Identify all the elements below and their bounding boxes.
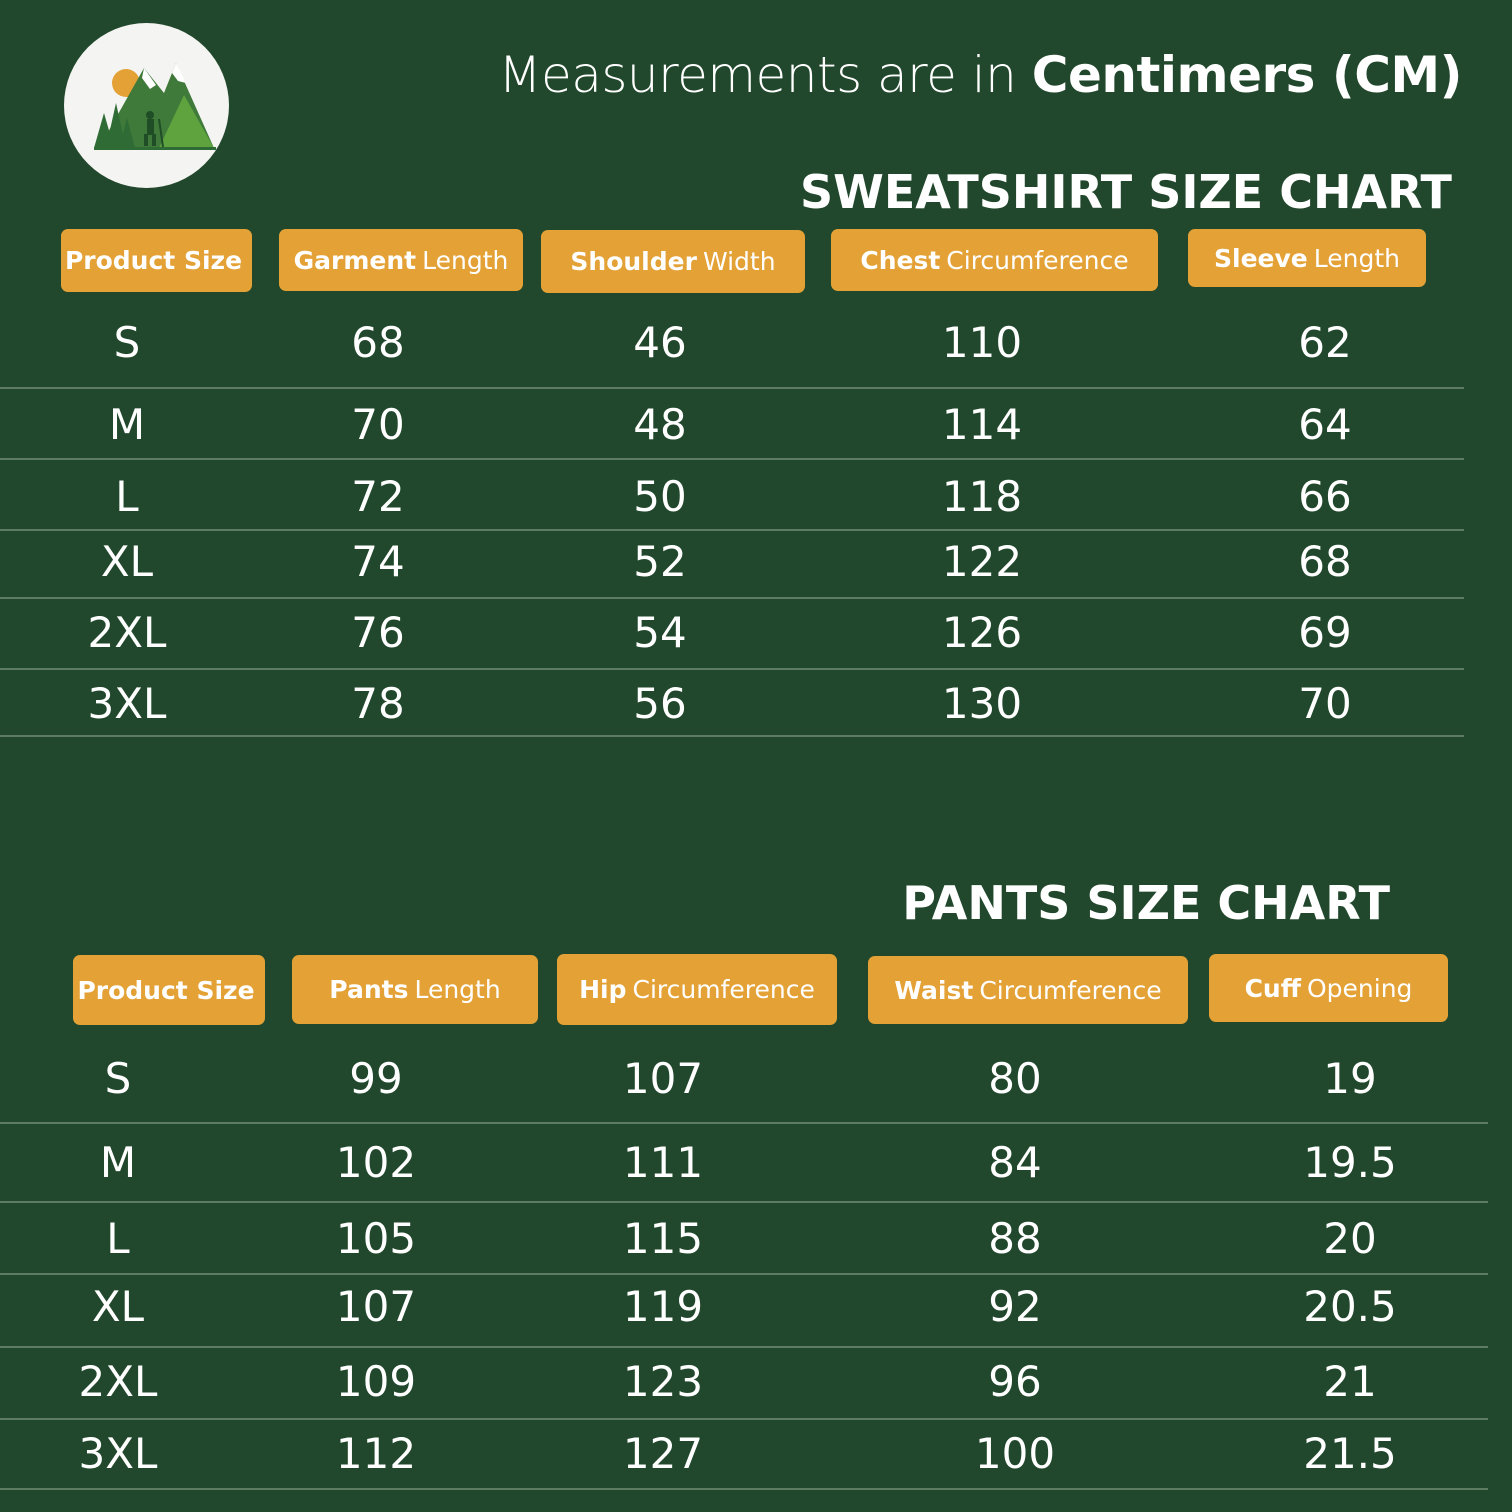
sweatshirt-header-product-size: [61, 229, 252, 292]
measurement-cell: 66: [1298, 472, 1352, 521]
sweatshirt-header-chest-circumference: [831, 229, 1158, 291]
size-label-cell: S: [104, 1054, 132, 1103]
row-divider: [0, 1418, 1488, 1420]
measurement-cell: 123: [622, 1357, 704, 1406]
headline-prefix: Measurements are in: [498, 46, 1032, 104]
header-bold: Pants: [329, 975, 409, 1004]
measurement-cell: 21: [1323, 1357, 1377, 1406]
sweatshirt-header-sleeve-length: [1188, 229, 1426, 287]
pants-header-cuff-opening: [1209, 954, 1448, 1022]
measurement-cell: 100: [974, 1429, 1056, 1478]
header-bold: Cuff: [1244, 973, 1301, 1003]
measurement-cell: 64: [1298, 400, 1352, 449]
sweatshirt-title: SWEATSHIRT SIZE CHART: [800, 165, 1452, 219]
row-divider: [0, 1346, 1488, 1348]
brand-logo: [64, 23, 229, 188]
size-label-cell: XL: [100, 537, 154, 586]
size-label-cell: 3XL: [87, 679, 167, 728]
sweatshirt-header-garment-length: [279, 229, 523, 291]
measurement-cell: 70: [351, 400, 405, 449]
mountain-hiker-logo-icon: [64, 23, 229, 188]
sweatshirt-header-shoulder-width: [541, 230, 805, 293]
pants-header-product-size: [73, 955, 265, 1025]
measurement-cell: 105: [335, 1214, 417, 1263]
pants-title: PANTS SIZE CHART: [902, 876, 1390, 930]
measurement-cell: 50: [633, 472, 687, 521]
row-divider: [0, 597, 1464, 599]
measurement-cell: 62: [1298, 318, 1352, 367]
header-bold: Chest: [860, 245, 941, 275]
measurement-cell: 92: [988, 1282, 1042, 1331]
measurement-cell: 96: [988, 1357, 1042, 1406]
row-divider: [0, 1273, 1488, 1275]
measurement-cell: 130: [941, 679, 1023, 728]
size-label-cell: S: [113, 318, 141, 367]
row-divider: [0, 1201, 1488, 1203]
measurement-cell: 110: [941, 318, 1023, 367]
size-label-cell: M: [99, 1138, 137, 1187]
measurement-cell: 80: [988, 1054, 1042, 1103]
measurement-cell: 68: [1298, 537, 1352, 586]
header-light: Width: [702, 247, 776, 276]
measurement-cell: 112: [335, 1429, 417, 1478]
size-label-cell: 3XL: [78, 1429, 158, 1478]
measurement-cell: 99: [349, 1054, 403, 1103]
header-light: Opening: [1306, 973, 1413, 1003]
measurement-cell: 20: [1323, 1214, 1377, 1263]
header-light: Length: [414, 975, 501, 1004]
measurement-cell: 107: [335, 1282, 417, 1331]
measurement-cell: 126: [941, 608, 1023, 657]
measurement-cell: 52: [633, 537, 687, 586]
pants-header-pants-length: [292, 955, 538, 1024]
header-bold: Product Size: [64, 246, 243, 275]
header-light: Length: [422, 245, 509, 275]
measurement-cell: 119: [622, 1282, 704, 1331]
header-light: Circumference: [979, 975, 1162, 1005]
header-bold: Sleeve: [1214, 243, 1308, 273]
pants-header-hip-circumference: [557, 954, 837, 1025]
measurement-cell: 54: [633, 608, 687, 657]
measurement-cell: 72: [351, 472, 405, 521]
measurement-cell: 114: [941, 400, 1023, 449]
row-divider: [0, 387, 1464, 389]
measurement-cell: 115: [622, 1214, 704, 1263]
measurement-cell: 88: [988, 1214, 1042, 1263]
measurement-cell: 20.5: [1303, 1282, 1397, 1331]
measurement-cell: 122: [941, 537, 1023, 586]
measurement-cell: 69: [1298, 608, 1352, 657]
size-label-cell: L: [115, 472, 139, 521]
size-label-cell: 2XL: [78, 1357, 158, 1406]
row-divider: [0, 458, 1464, 460]
measurement-cell: 19.5: [1303, 1138, 1397, 1187]
header-bold: Shoulder: [570, 247, 697, 276]
size-label-cell: L: [106, 1214, 130, 1263]
measurement-cell: 68: [351, 318, 405, 367]
measurement-cell: 46: [633, 318, 687, 367]
measurement-cell: 78: [351, 679, 405, 728]
row-divider: [0, 668, 1464, 670]
measurement-cell: 76: [351, 608, 405, 657]
size-label-cell: XL: [91, 1282, 145, 1331]
header-light: Length: [1313, 243, 1400, 273]
pants-header-waist-circumference: [868, 956, 1188, 1024]
measurement-cell: 102: [335, 1138, 417, 1187]
measurement-cell: 74: [351, 537, 405, 586]
row-divider: [0, 735, 1464, 737]
measurement-cell: 70: [1298, 679, 1352, 728]
measurement-cell: 56: [633, 679, 687, 728]
header-bold: Garment: [293, 245, 417, 275]
measurement-cell: 19: [1323, 1054, 1377, 1103]
header-light: Circumference: [632, 975, 815, 1004]
headline-unit: Centimers (CM): [1031, 46, 1462, 104]
header-light: Circumference: [946, 245, 1129, 275]
row-divider: [0, 1488, 1488, 1490]
measurement-cell: 84: [988, 1138, 1042, 1187]
measurement-cell: 21.5: [1303, 1429, 1397, 1478]
row-divider: [0, 1122, 1488, 1124]
header-bold: Waist: [894, 975, 974, 1005]
size-label-cell: 2XL: [87, 608, 167, 657]
header-bold: Product Size: [77, 975, 255, 1005]
measurement-cell: 107: [622, 1054, 704, 1103]
row-divider: [0, 529, 1464, 531]
size-label-cell: M: [108, 400, 146, 449]
measurement-cell: 109: [335, 1357, 417, 1406]
header-bold: Hip: [579, 975, 627, 1004]
measurement-cell: 127: [622, 1429, 704, 1478]
measurement-cell: 111: [622, 1138, 704, 1187]
measurement-cell: 118: [941, 472, 1023, 521]
measurement-cell: 48: [633, 400, 687, 449]
units-headline: [430, 46, 1462, 104]
